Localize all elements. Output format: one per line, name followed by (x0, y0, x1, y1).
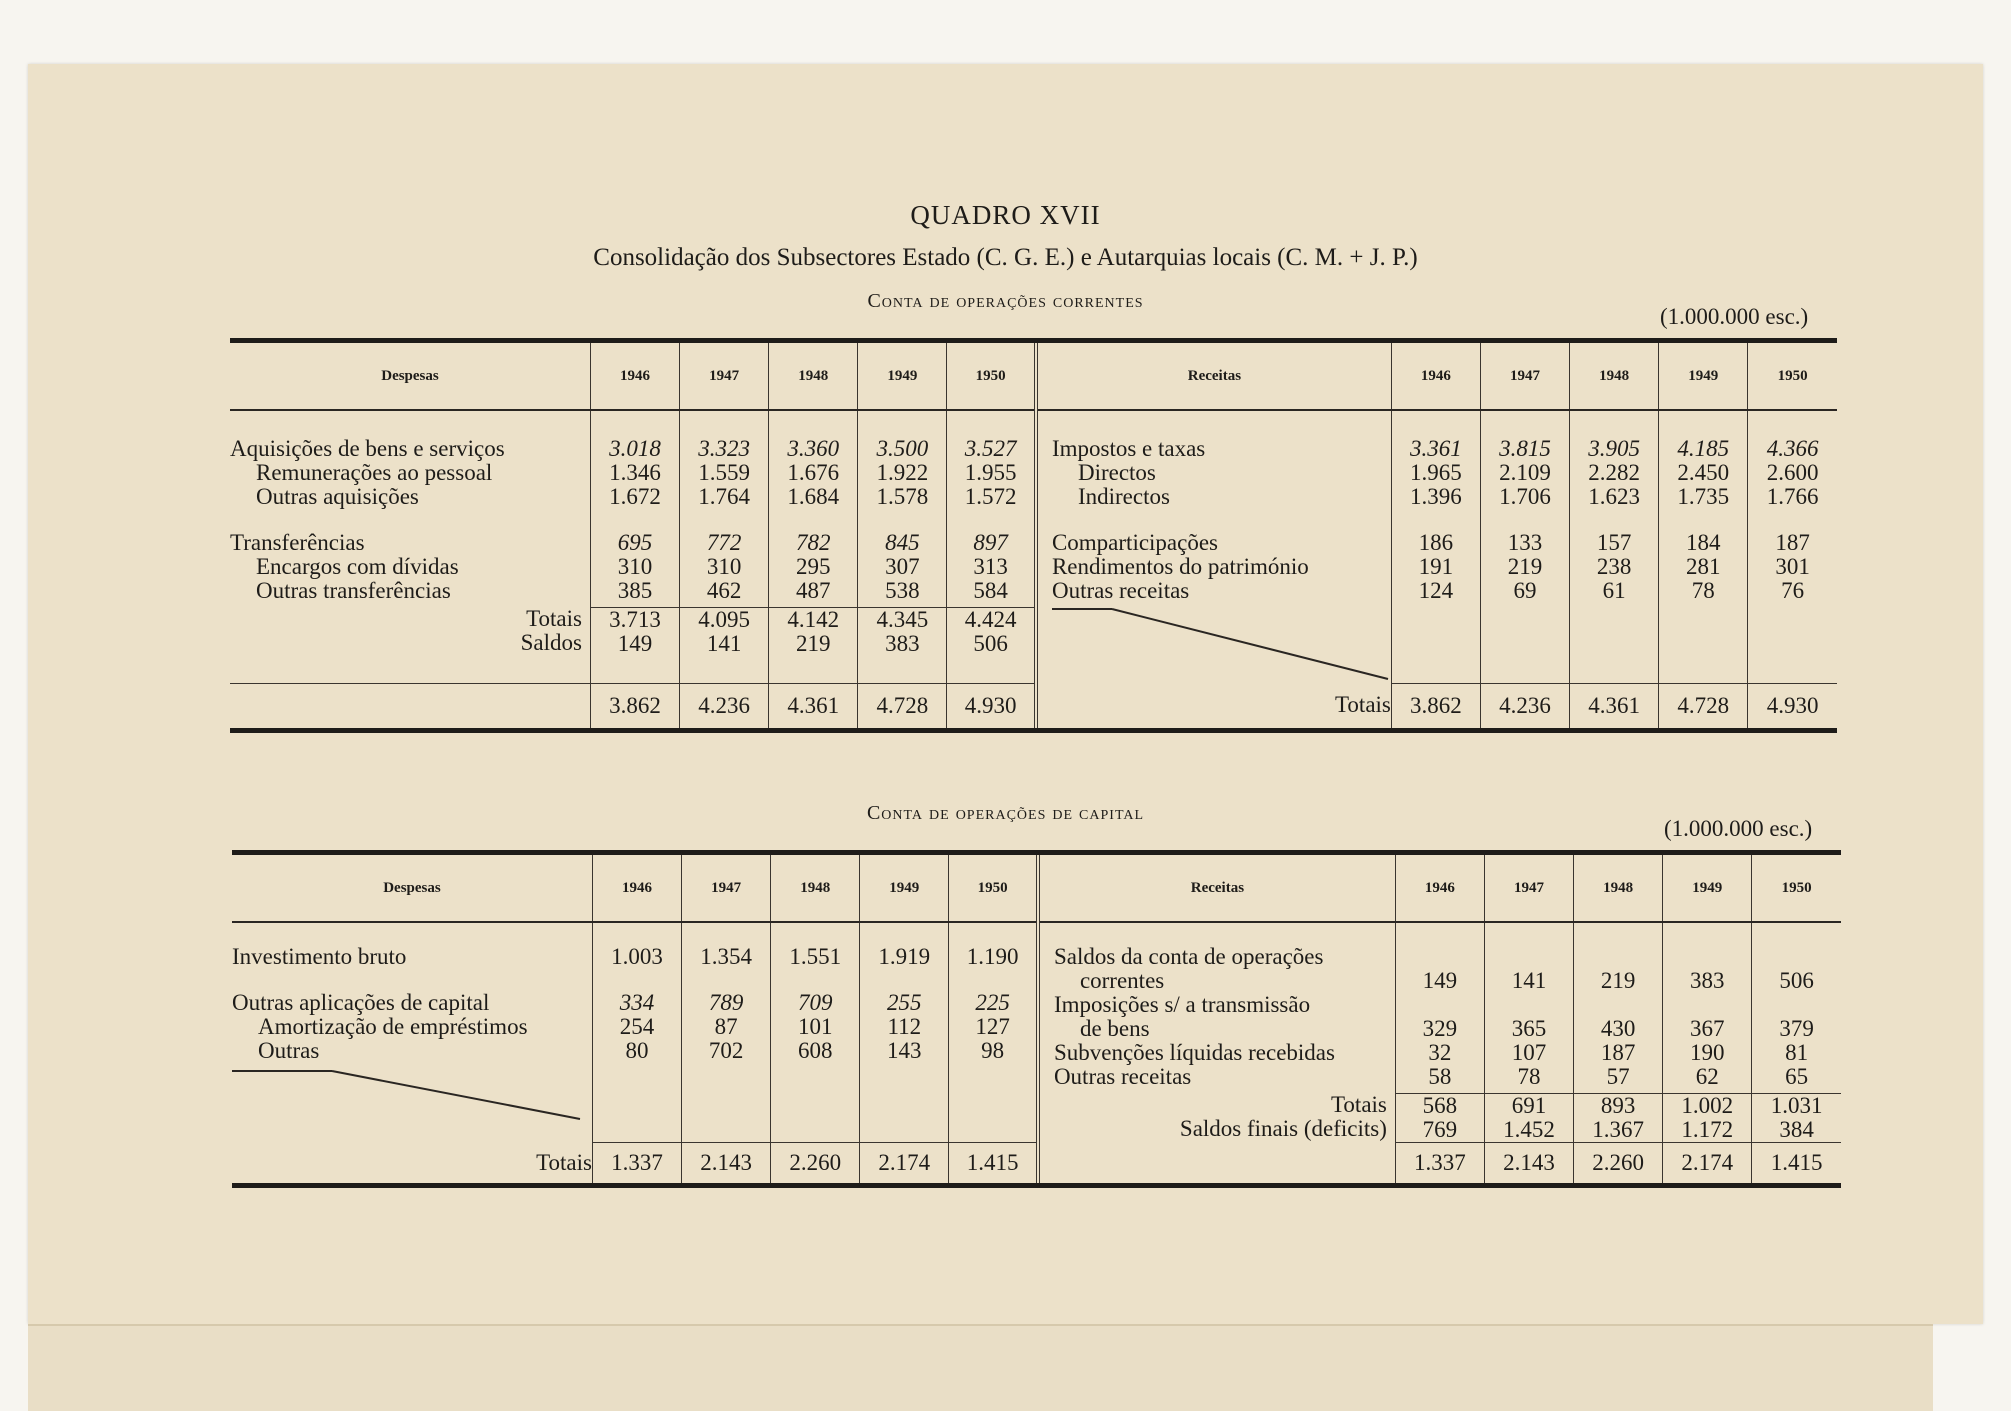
cell: 789 (708, 991, 744, 1015)
row-label: Totais (526, 607, 582, 631)
cell: 1.190 (966, 945, 1019, 969)
cell: 1.735 (1677, 485, 1730, 509)
cell: 4.424 (947, 607, 1034, 632)
cell: 1.415 (1752, 1143, 1841, 1186)
cell: 87 (714, 1015, 738, 1039)
cell: 149 (617, 632, 653, 656)
row-label: Transferências (230, 531, 365, 555)
row-label: Encargos com dívidas (256, 555, 459, 579)
cell: 4.095 (680, 607, 768, 632)
year-header: 1947 (680, 341, 769, 411)
page-title: QUADRO XVII (910, 200, 1101, 230)
cell: 1.396 (1410, 485, 1462, 509)
row-label: Totais (1036, 683, 1391, 730)
cell: 2.282 (1588, 461, 1640, 485)
diagonal-rule (232, 1063, 582, 1123)
cell: 1.623 (1588, 485, 1640, 509)
cell: 1.676 (787, 461, 840, 485)
cell: 3.323 (698, 437, 750, 461)
cell: 487 (795, 579, 831, 603)
totals-row (232, 1143, 1841, 1186)
cell: 367 (1689, 1017, 1725, 1041)
row-label: Amortização de empréstimos (258, 1015, 528, 1039)
row-label: Outras (258, 1039, 320, 1063)
cell: 3.815 (1499, 437, 1551, 461)
year-header: 1949 (1663, 853, 1752, 923)
cell: 1.706 (1499, 485, 1551, 509)
cell: 69 (1513, 579, 1537, 603)
row-label: Saldos da conta de operações (1053, 945, 1324, 969)
cell: 4.361 (769, 683, 858, 730)
cell: 310 (617, 555, 653, 579)
cell: 1.684 (787, 485, 840, 509)
row-label: correntes (1079, 969, 1165, 993)
cell: 584 (973, 579, 1008, 603)
cell: 4.236 (680, 683, 769, 730)
cell: 695 (617, 531, 653, 555)
cell: 1.003 (611, 945, 663, 969)
row-label: Investimento bruto (232, 945, 407, 969)
cell: 385 (617, 579, 653, 603)
cell: 897 (973, 531, 1008, 555)
cell: 1.452 (1503, 1118, 1555, 1142)
year-header: 1947 (1484, 853, 1573, 923)
year-header: 1947 (1480, 341, 1569, 411)
table-header-row (230, 341, 1837, 411)
row-label: Outras aquisições (256, 485, 419, 509)
cell: 254 (619, 1015, 655, 1039)
receitas-header: Receitas (1036, 341, 1391, 411)
cell: 80 (625, 1039, 649, 1063)
cell: 1.002 (1663, 1093, 1751, 1118)
cell: 1.559 (698, 461, 750, 485)
totals-row (230, 683, 1837, 730)
cell: 4.930 (1748, 683, 1837, 730)
cell: 383 (1689, 969, 1725, 993)
row-label: Subvenções líquidas recebidas (1053, 1041, 1335, 1065)
cell: 1.172 (1681, 1118, 1734, 1142)
year-header: 1948 (769, 341, 858, 411)
row-label: de bens (1079, 1017, 1150, 1041)
cell: 1.337 (592, 1143, 681, 1186)
cell: 313 (973, 555, 1008, 579)
cell: 3.018 (609, 437, 661, 461)
cell: 281 (1685, 555, 1721, 579)
cell: 1.367 (1592, 1118, 1644, 1142)
cell: 1.919 (878, 945, 931, 969)
cell: 101 (797, 1015, 833, 1039)
cell: 2.143 (1484, 1143, 1573, 1186)
year-header: 1950 (1752, 853, 1841, 923)
cell: 379 (1779, 1017, 1814, 1041)
table-operacoes-correntes (230, 338, 1837, 733)
year-header: 1948 (1574, 853, 1663, 923)
cell: 1.031 (1752, 1093, 1841, 1118)
cell: 3.500 (876, 437, 929, 461)
diagonal-rule (1052, 603, 1392, 683)
cell: 506 (973, 632, 1008, 656)
despesas-header: Despesas (232, 853, 592, 923)
cell: 219 (795, 632, 831, 656)
cell: 307 (885, 555, 920, 579)
cell: 2.600 (1766, 461, 1819, 485)
cell: 112 (887, 1015, 922, 1039)
cell: 295 (795, 555, 831, 579)
row-label: Impostos e taxas (1051, 437, 1206, 461)
year-header: 1947 (682, 853, 771, 923)
cell: 133 (1507, 531, 1543, 555)
row-label: Saldos (520, 631, 582, 655)
cell: 2.260 (771, 1143, 860, 1186)
cell: 1.764 (698, 485, 750, 509)
cell: 1.346 (609, 461, 661, 485)
cell: 3.527 (964, 437, 1017, 461)
cell: 98 (981, 1039, 1005, 1063)
table-header-row (232, 853, 1841, 923)
cell: 4.728 (1659, 683, 1748, 730)
cell: 4.366 (1766, 437, 1819, 461)
cell: 186 (1418, 531, 1454, 555)
year-header: 1946 (1395, 853, 1484, 923)
cell: 3.905 (1588, 437, 1640, 461)
cell: 157 (1596, 531, 1632, 555)
cell: 782 (795, 531, 831, 555)
cell: 384 (1779, 1118, 1814, 1142)
cell: 187 (1600, 1041, 1636, 1065)
row-label: Totais (536, 1149, 592, 1175)
year-header: 1949 (1659, 341, 1748, 411)
cell: 62 (1695, 1065, 1719, 1089)
cell: 893 (1574, 1093, 1662, 1118)
cell: 4.930 (947, 683, 1036, 730)
cell: 141 (706, 632, 742, 656)
cell: 81 (1785, 1041, 1809, 1065)
cell: 2.109 (1499, 461, 1551, 485)
cell: 301 (1775, 555, 1810, 579)
cell: 329 (1422, 1017, 1458, 1041)
paper-sheet-lower (28, 1324, 1933, 1411)
row-label: Totais (1330, 1093, 1387, 1117)
row-label: Aquisições de bens e serviços (230, 437, 505, 461)
cell: 3.713 (591, 607, 679, 632)
row-label: Imposições s/ a transmissão (1053, 993, 1311, 1017)
cell: 1.578 (876, 485, 929, 509)
cell: 845 (885, 531, 920, 555)
row-label: Rendimentos do património (1051, 555, 1309, 579)
cell: 2.174 (1663, 1143, 1752, 1186)
row-label: Outras aplicações de capital (232, 991, 490, 1015)
cell: 709 (797, 991, 833, 1015)
cell: 702 (708, 1039, 744, 1063)
cell: 2.174 (860, 1143, 949, 1186)
cell: 691 (1485, 1093, 1573, 1118)
cell: 334 (619, 991, 655, 1015)
year-header: 1948 (1570, 341, 1659, 411)
cell: 1.415 (949, 1143, 1038, 1186)
year-header: 1949 (860, 853, 949, 923)
cell: 3.361 (1410, 437, 1462, 461)
cell: 143 (887, 1039, 922, 1063)
row-label: Outras receitas (1053, 1065, 1192, 1089)
cell: 383 (885, 632, 920, 656)
cell: 1.337 (1395, 1143, 1484, 1186)
cell: 65 (1785, 1065, 1809, 1089)
cell: 78 (1691, 579, 1715, 603)
year-header: 1950 (947, 341, 1036, 411)
cell: 772 (706, 531, 742, 555)
unit-label-correntes: (1.000.000 esc.) (1660, 304, 1809, 329)
cell: 2.260 (1574, 1143, 1663, 1186)
cell: 506 (1779, 969, 1814, 993)
cell: 4.728 (858, 683, 947, 730)
row-label: Directos (1077, 461, 1156, 485)
cell: 238 (1596, 555, 1632, 579)
cell: 462 (706, 579, 742, 603)
row-label: Saldos finais (deficits) (1179, 1117, 1387, 1141)
cell: 76 (1781, 579, 1805, 603)
cell: 608 (797, 1039, 833, 1063)
cell: 141 (1511, 969, 1547, 993)
cell: 4.142 (769, 607, 857, 632)
cell: 4.185 (1677, 437, 1730, 461)
table-row (232, 922, 1841, 1143)
cell: 255 (887, 991, 922, 1015)
year-header: 1946 (590, 341, 679, 411)
cell: 225 (975, 991, 1010, 1015)
cell: 127 (975, 1015, 1010, 1039)
cell: 1.572 (964, 485, 1017, 509)
row-label: Remunerações ao pessoal (256, 461, 493, 485)
cell: 1.922 (876, 461, 929, 485)
cell: 149 (1422, 969, 1458, 993)
year-header: 1949 (858, 341, 947, 411)
cell: 1.672 (609, 485, 661, 509)
cell: 3.862 (1391, 683, 1480, 730)
year-header: 1950 (1748, 341, 1837, 411)
year-header: 1946 (592, 853, 681, 923)
cell: 124 (1418, 579, 1454, 603)
cell: 1.965 (1410, 461, 1462, 485)
cell: 1.551 (789, 945, 842, 969)
cell: 3.862 (590, 683, 679, 730)
cell: 2.450 (1677, 461, 1730, 485)
cell: 3.360 (787, 437, 840, 461)
cell: 4.345 (858, 607, 946, 632)
cell: 107 (1511, 1041, 1547, 1065)
cell: 769 (1422, 1118, 1458, 1142)
despesas-header: Despesas (230, 341, 590, 411)
year-header: 1950 (949, 853, 1038, 923)
row-label: Outras transferências (256, 579, 451, 603)
cell: 4.236 (1480, 683, 1569, 730)
cell: 219 (1507, 555, 1543, 579)
section-heading-correntes: Conta de operações correntes (867, 290, 1144, 312)
cell: 191 (1418, 555, 1454, 579)
table-row (230, 410, 1837, 683)
cell: 219 (1600, 969, 1636, 993)
cell: 1.955 (964, 461, 1017, 485)
cell: 2.143 (682, 1143, 771, 1186)
table-operacoes-capital (232, 850, 1841, 1188)
cell: 430 (1600, 1017, 1636, 1041)
cell: 538 (885, 579, 920, 603)
receitas-header: Receitas (1038, 853, 1395, 923)
cell: 187 (1775, 531, 1810, 555)
row-label: Outras receitas (1051, 579, 1190, 603)
cell: 184 (1685, 531, 1721, 555)
section-heading-capital: Conta de operações de capital (866, 802, 1145, 824)
cell: 57 (1606, 1065, 1630, 1089)
cell: 310 (706, 555, 742, 579)
cell: 1.766 (1766, 485, 1819, 509)
cell: 32 (1428, 1041, 1452, 1065)
row-label: Indirectos (1077, 485, 1170, 509)
cell: 365 (1511, 1017, 1547, 1041)
unit-label-capital: (1.000.000 esc.) (1664, 816, 1813, 841)
cell: 568 (1396, 1093, 1484, 1118)
cell: 1.354 (700, 945, 752, 969)
cell: 78 (1517, 1065, 1541, 1089)
cell: 61 (1602, 579, 1626, 603)
cell: 190 (1689, 1041, 1725, 1065)
cell: 58 (1428, 1065, 1452, 1089)
page-subtitle: Consolidação dos Subsectores Estado (C. G. E.) e Autarquias locais (C. M. + J. P.) (593, 244, 1418, 271)
row-label: Comparticipações (1051, 531, 1219, 555)
year-header: 1948 (771, 853, 860, 923)
year-header: 1946 (1391, 341, 1480, 411)
cell: 4.361 (1570, 683, 1659, 730)
